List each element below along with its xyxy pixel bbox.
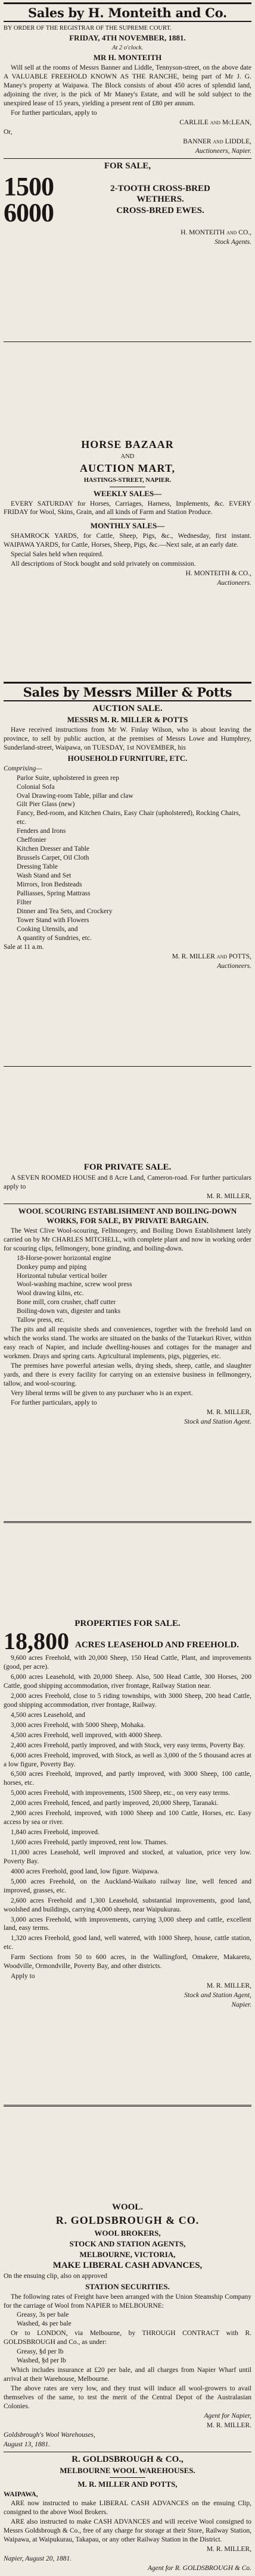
property-item: 4,500 acres Freehold, well improved, with 4000 Sheep. — [11, 1731, 163, 1739]
plant-list — [4, 1254, 251, 1325]
order-line: BY ORDER OF THE REGISTRAR OF THE SUPREME COURT. — [4, 25, 172, 32]
property-list — [4, 1654, 251, 1971]
property-item: 2,400 acres Freehold, partly improved, and with Stock, very easy terms, Poverty Bay. — [11, 1741, 245, 1749]
property-item: 2,000 acres Freehold, close to 5 riding townships, with 3000 Sheep, 200 head Cattle, good shipping accommodation, river frontage, Railway. — [4, 1692, 251, 1709]
property-item: Farm Sections from 50 to 600 acres, in the Wallingford, Omakere, Makaretu, Woodville, Ormondville, Poverty Bay, and other districts. — [4, 1954, 251, 1970]
insurance-note: Which includes insurance at £20 per bale, and all charges from Napier Wharf until arrival at their Warehouse, Melbourne. — [4, 2367, 251, 2383]
property-item: 5,000 acres Freehold, on the Auckland-Waikato railway line, well fenced and improved, grasses, etc. — [4, 1878, 251, 1894]
wool-scouring-tail: The premises have powerful artesian wells, drying sheds, sheep, cattle, and slaughter yards, and there is every facility for carrying on an extensive business in fellmongery, tallow, and wool-scouring. — [4, 1362, 251, 1387]
property-item: 11,000 acres Leasehold, well improved and stocked, at valuation, price very low. Poverty Bay. — [4, 1848, 251, 1865]
property-item: 2,900 acres Freehold, improved, with 1000 Sheep and 100 Cattle, Horses, etc. Easy access by sea or river. — [4, 1810, 251, 1826]
signature-subtitle: Stock and Station Agent. — [184, 1418, 251, 1425]
stock-desc: CROSS-BRED EWES. — [116, 206, 204, 215]
advances-body: ARE now instructed to make LIBERAL CASH ADVANCES on the ensuing Clip, consigned to the above Wool Brokers. — [4, 2500, 251, 2517]
list-item: Boiling-down vats, digester and tanks — [17, 1308, 121, 1315]
list-item: Parlor Suite, upholstered in green rep — [17, 774, 119, 782]
big-number: 6000 — [4, 198, 54, 227]
private-sale-section — [4, 1161, 251, 1427]
list-item: Kitchen Dresser and Table — [17, 845, 89, 853]
advances-title: MAKE LIBERAL CASH ADVANCES, — [52, 2260, 203, 2270]
or-line: Or, — [4, 128, 13, 136]
big-number: 1500 — [4, 171, 54, 201]
rate-item: Greasy, 3s per bale — [17, 2311, 69, 2319]
private-sale-heading: FOR PRIVATE SALE. — [83, 1162, 172, 1172]
bazaar-title: HORSE BAZAAR — [81, 438, 174, 451]
list-item: Dressing Table — [17, 863, 58, 870]
acres-label: ACRES LEASEHOLD AND FREEHOLD. — [75, 1640, 240, 1650]
list-item: Tallow press, etc. — [17, 1317, 65, 1324]
list-item: Tower Stand with Flowers — [17, 916, 89, 924]
signature: M. R. MILLER, — [206, 1192, 251, 1200]
firm-name: MESSRS M. R. MILLER & POTTS — [67, 714, 188, 724]
list-item: Wool-washing machine, screw wool press — [17, 1281, 132, 1289]
signature: M. R. MILLER, — [206, 1982, 251, 1990]
date-line: August 13, 1881. — [4, 2440, 50, 2448]
list-item: A quantity of Sundries, etc. — [17, 934, 92, 942]
list-item: Mirrors, Iron Bedsteads — [17, 880, 82, 888]
firm-location: WAIPAWA, — [4, 2490, 38, 2498]
bazaar-address: HASTINGS-STREET, NAPIER. — [83, 477, 172, 484]
big-number: 18,800 — [4, 1628, 69, 1655]
wool-scouring-tail: The pits and all requisite sheds and conveniences, together with the freehold land on which the works stand. The works are situated on the banks of the Tutaekuri River, within easy reach of Napier, and include dwelling-houses and cottages for the manager and workmen. Drays and spring carts. Agricultural implements, pigs, piggeries, etc. — [4, 1326, 251, 1360]
firm-name: R. GOLDSBROUGH & CO. — [55, 2214, 200, 2226]
signature-subtitle: Auctioneers. — [217, 579, 251, 587]
firm-line: WOOL BROKERS, — [94, 2228, 161, 2237]
property-item: 4000 acres Freehold, good land, low figure. Waipawa. — [11, 1867, 159, 1875]
second-heading: R. GOLDSBROUGH & CO., — [71, 2454, 184, 2464]
divider — [4, 341, 251, 342]
horse-bazaar-section — [4, 437, 251, 588]
property-item: 3,000 acres Freehold, with 5000 Sheep, Mohaka. — [11, 1721, 145, 1729]
list-item: Gilt Pier Glass (new) — [17, 801, 75, 808]
sale-time: Sale at 11 a.m. — [4, 944, 44, 951]
sale-time: At 2 o'clock. — [111, 45, 144, 52]
acres-headline — [4, 1630, 251, 1653]
sale-body: Will sell at the rooms of Messrs Banner and Liddle, Tennyson-street, on the above date A VALUABLE FREEHOLD KNOWN AS THE RANCHE, being part of Mr J. G. Maney's property at Waipawa. The Block consists of about 450 acres of splendid land, adjoining the river, is the pick of Mr Maney's Estate, and will be sold subject to the unexpired lease of 15 years, yielding a present rent of £80 per annum. — [4, 64, 251, 107]
advances-sub: STATION SECURITIES. — [85, 2282, 170, 2291]
agent-label: Agent for Napier, — [204, 2412, 251, 2420]
list-item: Oval Drawing-room Table, pillar and claw — [17, 792, 133, 800]
list-item: Dinner and Tea Sets, and Crockery — [17, 907, 113, 915]
property-item: 4,500 acres Leasehold, and — [11, 1711, 85, 1719]
agent-name: M. R. MILLER. — [206, 2421, 251, 2429]
signature: M. R. MILLER and POTTS, — [172, 953, 251, 961]
through-contract: Or to LONDON, via Melbourne, by THROUGH CONTRACT with R. GOLDSBROUGH and Co., as under: — [4, 2330, 251, 2346]
and-line: AND — [120, 453, 135, 460]
signature-subtitle: Stock Agents. — [214, 238, 251, 246]
rate-item: Greasy, §d per lb — [17, 2348, 64, 2356]
rates-intro: The following rates of Freight have been arranged with the Union Steamship Company for the carriage of Wool from NAPIER to MELBOURNE: — [4, 2293, 251, 2309]
list-item: Filter — [17, 898, 32, 906]
household-title: HOUSEHOLD FURNITURE, ETC. — [67, 753, 188, 763]
wool-heading: WOOL. — [111, 2202, 144, 2212]
signature-subtitle: Stock and Station Agent, — [184, 1992, 251, 1999]
divider — [4, 1066, 251, 1067]
firm-line: MELBOURNE, VICTORIA, — [79, 2249, 176, 2259]
property-item: 3,000 acres Freehold, with improvements, carrying 3,000 sheep and cattle, excellent land, easy terms. — [4, 1916, 251, 1932]
stock-desc: 2-TOOTH CROSS-BRED — [110, 183, 210, 193]
list-item: Donkey pump and piping — [17, 1263, 87, 1271]
property-item: 1,840 acres Freehold, improved. — [11, 1829, 99, 1837]
furniture-list — [4, 774, 251, 943]
divider — [4, 158, 251, 159]
mart-title: AUCTION MART, — [79, 462, 176, 475]
stock-desc: WETHERS. — [136, 195, 184, 205]
terms-line: Very liberal terms will be given to any purchaser who is an expert. — [11, 1389, 193, 1397]
property-item: 6,000 acres Freehold, improved, with Stock, as well as 3,000 of the 5 thousand acres at a low figure, Poverty Bay. — [4, 1751, 251, 1768]
signature-date: Napier, August 20, 1881. — [4, 2555, 72, 2563]
list-item: 18-Horse-power horizontal engine — [17, 1254, 111, 1262]
divider — [4, 1521, 251, 1523]
properties-section — [4, 1618, 251, 2010]
agent-subtitle: Auctioneers, Napier. — [195, 147, 251, 155]
sale-date: FRIDAY, 4TH NOVEMBER, 1881. — [69, 33, 186, 43]
agent-name: BANNER and LIDDLE, — [183, 137, 251, 145]
signature-subtitle: Auctioneers. — [217, 963, 251, 970]
stock-for-sale — [4, 171, 251, 227]
property-item: 9,600 acres Freehold, with 20,000 Sheep, 150 Head Cattle, Plant, and improvements (good, per acre). — [4, 1654, 251, 1671]
office-line: Goldsbrough's Wool Warehouses, — [4, 2431, 95, 2439]
list-item: Brussels Carpet, Oil Cloth — [17, 854, 89, 862]
monteith-sales-section — [4, 1, 251, 247]
firm-name: M. R. MILLER AND POTTS, — [77, 2479, 178, 2489]
special-sales: Special Sales held when required. — [11, 551, 104, 559]
list-item: Palliasses, Spring Mattrass — [17, 889, 91, 897]
monthly-title: MONTHLY SALES— — [90, 521, 165, 531]
list-item: Cooking Utensils, and — [17, 925, 78, 933]
list-item: Horizontal tubular vertical boiler — [17, 1272, 107, 1280]
for-sale-heading: FOR SALE, — [104, 161, 151, 171]
list-item: Fancy, Bed-room, and Kitchen Chairs, Easy Chair (upholstered), Rocking Chairs, etc. — [17, 810, 241, 826]
signature: M. R. MILLER, — [206, 2546, 251, 2553]
list-item: Wash Stand and Set — [17, 872, 71, 879]
rates-tail: The above rates are very low, and they trust will induce all wool-growers to avail themselves of the same, to test the merit of the Central Depot of the Australasian Colonies. — [4, 2384, 251, 2410]
list-item: Bone mill, corn crusher, chaff cutter — [17, 1299, 116, 1306]
weekly-body: EVERY SATURDAY for Horses, Carriages, Harness, Implements, &c. EVERY FRIDAY for Wool, Skins, Grain, and all kinds of Farm and Station Produce. — [4, 500, 251, 516]
comprising-label: Comprising— — [4, 764, 42, 772]
private-sale-body: A SEVEN ROOMED HOUSE and 8 Acre Land, Cameron-road. For further particulars apply to — [4, 1174, 251, 1190]
section-banner: Sales by H. Monteith and Co. — [4, 2, 251, 22]
weekly-title: WEEKLY SALES— — [93, 488, 162, 498]
list-item: Fenders and Irons — [17, 828, 66, 835]
signature-subtitle: Napier. — [231, 2001, 251, 2008]
second-subheading: MELBOURNE WOOL WAREHOUSES. — [60, 2465, 195, 2475]
rate-item: Washed, §d per lb — [17, 2357, 66, 2365]
wool-scouring-title: WOOL SCOURING ESTABLISHMENT AND BOILING-DOWN WORKS, FOR SALE, BY PRIVATE BARGAIN. — [18, 1206, 237, 1225]
signature: M. R. MILLER, — [206, 1408, 251, 1416]
firm-line: STOCK AND STATION AGENTS, — [69, 2239, 186, 2248]
wool-section — [4, 2201, 251, 2574]
property-item: 5,000 acres Freehold, with improvements, 1500 Sheep, etc., on very easy terms. — [11, 1790, 230, 1797]
agent-name: CARLILE and McLEAN, — [179, 118, 251, 126]
rate-item: Washed, 4s per bale — [17, 2320, 71, 2328]
property-item: 6,500 acres Freehold, improved, and partly improved, with 3000 Sheep, 100 cattle, horses, etc. — [4, 1770, 251, 1787]
miller-potts-section — [4, 681, 251, 972]
auction-heading: AUCTION SALE. — [92, 703, 163, 713]
apply-line: For further particulars, apply to — [11, 1399, 97, 1406]
signature-subtitle: Agent for R. GOLDSBROUGH & Co. — [147, 2565, 251, 2572]
signature: H. MONTEITH and CO., — [181, 228, 251, 236]
property-item: 2,600 acres Freehold and 1,300 Leasehold, substantial improvements, good land, woolshed and buildings, carrying 4,000 sheep, near Waipukurau. — [4, 1897, 251, 1913]
list-item: Colonial Sofa — [17, 783, 55, 791]
auctioneer-name: MR H. MONTEITH — [93, 53, 162, 62]
advances-body: ARE also instructed to make CASH ADVANCES and will receive Wool consigned to Messrs Goldsbrough & Co., free of any charge for storage at their Store, Railway Station, Waipawa, at Waipukurau, Takapau, or any other Railway Station in the District. — [4, 2518, 251, 2544]
signature: H. MONTEITH & CO., — [185, 570, 251, 578]
property-item: 1,600 acres Freehold, partly improved, rent low. Thames. — [11, 1839, 168, 1846]
monthly-body: SHAMROCK YARDS, for Cattle, Sheep, Pigs, &c., Wednesday, first instant. WAIPAWA YARDS, for Cattle, Horses, Sheep, Pigs, &c.—Next sale, at an early date. — [4, 532, 251, 549]
divider — [110, 2477, 145, 2478]
wool-scouring-body: The West Clive Wool-scouring, Fellmongery, and Boiling Down Establishment lately carried on by Mr CHARLES MITCHELL, with complete plant and now in working order for scouring clips, fellmongery, bone grinding, and boiling-down. — [4, 1227, 251, 1252]
auction-body: Have received instructions from Mr W. Finlay Wilson, who is about leaving the province, to sell by public auction, at the premises of Messrs Lowe and Humphrey, Sunderland-street, Waipawa, on TUESDAY, 1st NOVEMBER, his — [4, 726, 251, 751]
list-item: Cheffonier — [17, 836, 46, 844]
particulars-line: For further particulars, apply to — [11, 109, 97, 117]
property-item: 2,000 acres Freehold, fenced, and partly improved, 20,000 Sheep, Taranaki. — [11, 1800, 219, 1807]
list-item: Wool drawing kilns, etc. — [17, 1290, 84, 1298]
property-item: 6,000 acres Leasehold, with 20,000 Sheep. Also, 500 Head Cattle, 300 Horses, 200 Cattle, good shipping accommodation, river frontage, Railway Station near. — [4, 1674, 251, 1690]
properties-heading: PROPERTIES FOR SALE. — [74, 1619, 181, 1629]
divider — [4, 2105, 251, 2107]
advances-sub: On the ensuing clip, also on approved — [4, 2272, 108, 2280]
section-banner: Sales by Messrs Miller & Potts — [4, 682, 251, 701]
commission-note: All descriptions of Stock bought and sold privately on commission. — [11, 560, 196, 568]
apply-line: Apply to — [11, 1973, 35, 1980]
property-item: 1,320 acres Freehold, good land, well watered, with 1000 Sheep, house, cattle station, etc. — [4, 1935, 251, 1951]
